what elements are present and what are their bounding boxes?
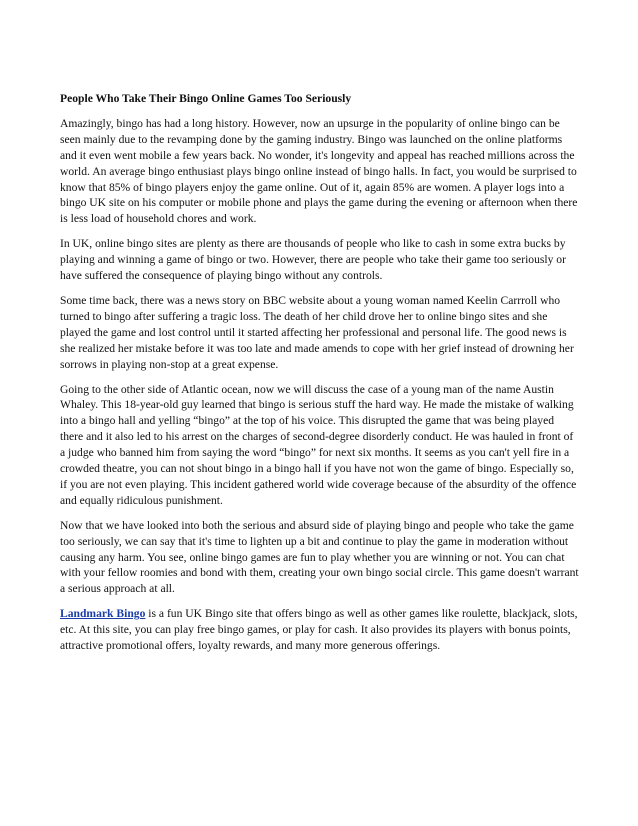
paragraph-6-text: is a fun UK Bingo site that offers bingo as well as other games like roulette, blackjack, slots, etc. At this site, you can play free bingo games, or play for cash. It also provides its players with bonus points, attractive promotional offers, loyalty rewards, and many more generous offerings.	[60, 607, 578, 653]
article	[60, 91, 580, 663]
paragraph-3: Some time back, there was a news story on BBC website about a young woman named Keelin Carrroll who turned to bingo after suffering a tragic loss. The death of her child drove her to online bingo sites and she played the game and lost control until it started affecting her professional and personal life. The good news is she realized her mistake before it was too late and made amends to cope with her grief instead of drowning her sorrows in playing non-stop at a great expense.	[60, 293, 574, 371]
landmark-bingo-link[interactable]: Landmark Bingo	[60, 607, 146, 621]
paragraph-5: Now that we have looked into both the serious and absurd side of playing bingo and people who take the game too seriously, we can say that it's time to lighten up a bit and continue to play the game in moderation without causing any harm. You see, online bingo games are fun to play whether you are winning or not. You can chat with your fellow roomies and bond with them, creating your own bingo social circle. This game doesn't warrant a serious approach at all.	[60, 518, 579, 596]
paragraph-1: Amazingly, bingo has had a long history. However, now an upsurge in the popularity of online bingo can be seen mainly due to the revamping done by the gaming industry. Bingo was launched on the online platforms and it even went mobile a few years back. No wonder, it's longevity and appeal has reached millions across the world. An average bingo enthusiast plays bingo online instead of bingo halls. In fact, you would be surprised to know that 85% of bingo players enjoy the game online. Out of it, again 85% are women. A player logs into a bingo UK site on his computer or mobile phone and plays the game during the evening or afternoon when there is less load of household chores and work.	[60, 116, 578, 226]
paragraph-6	[60, 606, 580, 654]
paragraph-2: In UK, online bingo sites are plenty as there are thousands of people who like to cash in some extra bucks by playing and winning a game of bingo or two. However, there are people who take their game too seriously or have suffered the consequence of playing bingo without any controls.	[60, 237, 566, 283]
article-title: People Who Take Their Bingo Online Games Too Seriously	[60, 92, 352, 105]
paragraph-4: Going to the other side of Atlantic ocean, now we will discuss the case of a young man of the name Austin Whaley. This 18-year-old guy learned that bingo is serious stuff the hard way. He made the mistake of walking into a bingo hall and yelling “bingo” at the top of his voice. This disrupted the game that was being played there and it also led to his arrest on the charges of second-degree disorderly conduct. He was hauled in front of a judge who banned him from saying the word “bingo” for next six months. It seems as you can't yell fire in a crowded theatre, you can not shout bingo in a bingo hall if you have not won the game of bingo. Especially so, if you are not even playing. This incident gathered world wide coverage because of the absurdity of the offence and equally ridiculous punishment.	[60, 382, 577, 507]
